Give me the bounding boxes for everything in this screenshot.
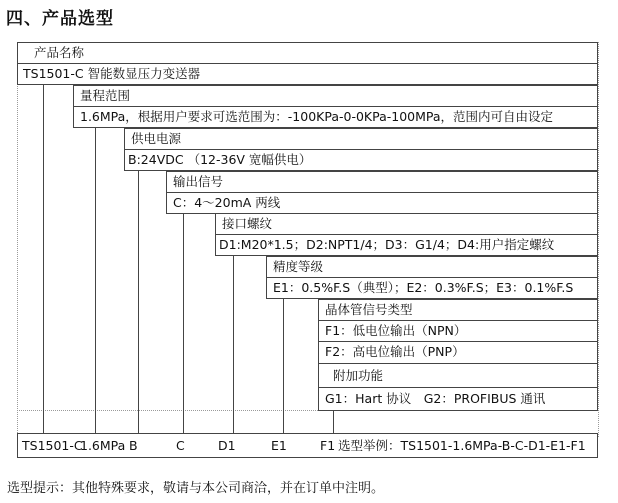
connector-line: [283, 298, 284, 434]
accuracy-label: 精度等级: [266, 256, 598, 278]
code-model: TS1501-C: [22, 438, 83, 453]
guide-line: [598, 42, 599, 437]
range-value: 1.6MPa，根据用户要求可选范围为：-100KPa-0-0KPa-100MPa，范围内可自由设定: [73, 106, 598, 128]
thread-value: D1:M20*1.5；D2:NPT1/4；D3：G1/4；D4:用户指定螺纹: [215, 234, 598, 256]
code-thread: D1: [218, 438, 236, 453]
code-range: 1.6MPa: [80, 438, 126, 453]
connector-line: [138, 171, 139, 434]
power-value: B:24VDC （12-36V 宽幅供电）: [124, 149, 598, 171]
product-name-value: TS1501-C 智能数显压力变送器: [17, 63, 598, 85]
model-code-row: [17, 433, 598, 458]
addon-label: 附加功能: [318, 363, 598, 388]
code-power: B: [129, 438, 138, 453]
power-label: 供电电源: [124, 128, 598, 150]
connector-line: [183, 212, 184, 434]
connector-line: [43, 84, 44, 434]
code-accuracy: E1: [271, 438, 287, 453]
connector-line: [95, 128, 96, 434]
code-example: 选型举例：TS1501-1.6MPa-B-C-D1-E1-F1: [338, 438, 586, 453]
thread-label: 接口螺纹: [215, 213, 598, 235]
accuracy-value: E1：0.5%F.S（典型）；E2：0.3%F.S；E3：0.1%F.S: [266, 277, 598, 299]
selection-tip: 选型提示：其他特殊要求，敬请与本公司商洽，并在订单中注明。: [7, 481, 385, 496]
transistor-f2: F2：高电位输出（PNP）: [318, 341, 598, 364]
guide-line: [17, 42, 18, 437]
section-heading: 四、产品选型: [6, 9, 114, 29]
transistor-label: 晶体管信号类型: [318, 299, 598, 321]
connector-line: [333, 410, 334, 434]
output-label: 输出信号: [166, 171, 598, 193]
code-output: C: [176, 438, 185, 453]
connector-line: [233, 256, 234, 434]
output-value: C：4～20mA 两线: [166, 192, 598, 214]
addon-value: G1：Hart 协议 G2：PROFIBUS 通讯: [318, 387, 598, 411]
range-label: 量程范围: [73, 85, 598, 107]
code-transistor: F1: [320, 438, 336, 453]
transistor-f1: F1：低电位输出（NPN）: [318, 320, 598, 342]
product-name-label: 产品名称: [17, 42, 598, 64]
